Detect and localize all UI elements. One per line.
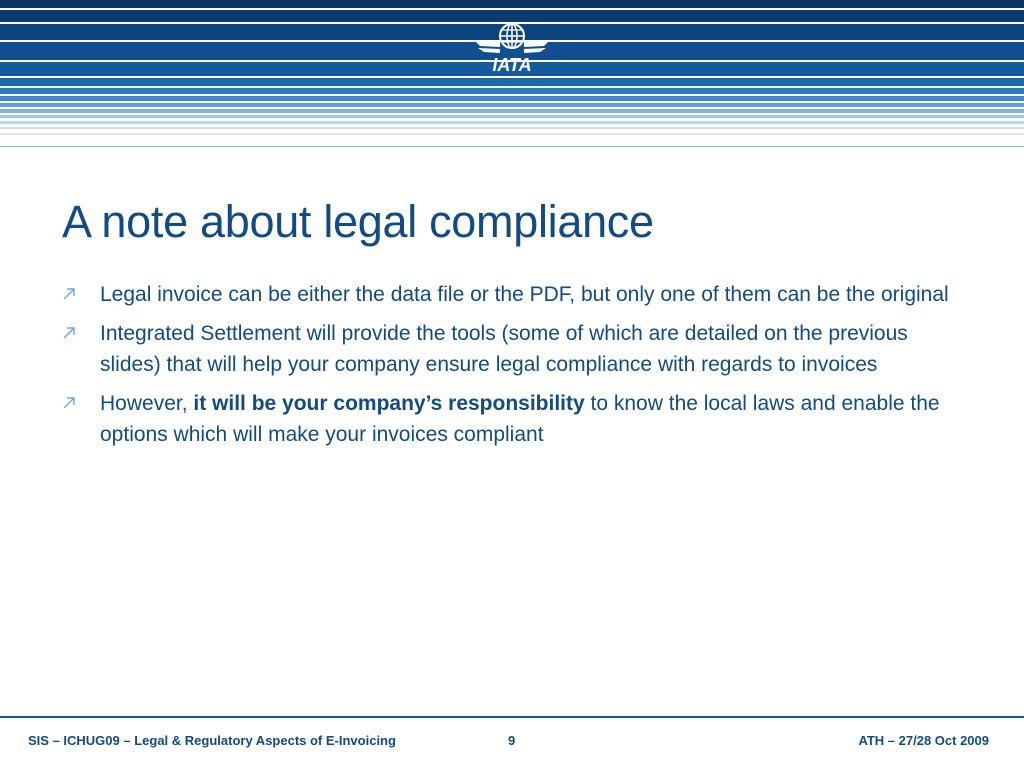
header-stripe — [0, 115, 1024, 118]
slide-title: A note about legal compliance — [62, 196, 654, 247]
bullet-item — [62, 318, 962, 380]
bullet-text: Integrated Settlement will provide the tools (some of which are detailed on the previous slides) that will help your company ensure legal compliance with regards to invoices — [100, 322, 908, 376]
header-stripe — [0, 78, 1024, 86]
logo-text: IATA — [492, 55, 532, 74]
bullet-text-pre: However, — [100, 392, 194, 415]
bullet-item — [62, 388, 962, 450]
header-stripe — [0, 133, 1024, 135]
iata-logo — [472, 20, 552, 74]
bullet-text-post: to know the local laws and enable the options which will make your invoices compliant — [100, 392, 940, 446]
footer-divider — [0, 716, 1024, 718]
header-stripe — [0, 121, 1024, 124]
page-number: 9 — [508, 733, 516, 748]
header-stripe — [0, 0, 1024, 8]
footer-left-text: SIS – ICHUG09 – Legal & Regulatory Aspects of E-Invoicing — [28, 733, 396, 748]
header-band — [0, 0, 1024, 150]
bullet-text-emphasis: it will be your company’s responsibility — [193, 392, 585, 415]
bullet-list — [62, 279, 962, 458]
arrow-bullet-icon — [62, 287, 76, 301]
arrow-bullet-icon — [62, 326, 76, 340]
arrow-bullet-icon — [62, 396, 76, 410]
header-stripe — [0, 109, 1024, 113]
bullet-text: Legal invoice can be either the data file or the PDF, but only one of them can be the original — [100, 283, 949, 306]
header-stripe — [0, 96, 1024, 101]
header-stripe — [0, 127, 1024, 129]
header-stripe — [0, 103, 1024, 107]
header-stripe — [0, 146, 1024, 147]
header-stripe — [0, 88, 1024, 94]
bullet-item — [62, 279, 962, 310]
footer-right-text: ATH – 27/28 Oct 2009 — [858, 733, 989, 748]
